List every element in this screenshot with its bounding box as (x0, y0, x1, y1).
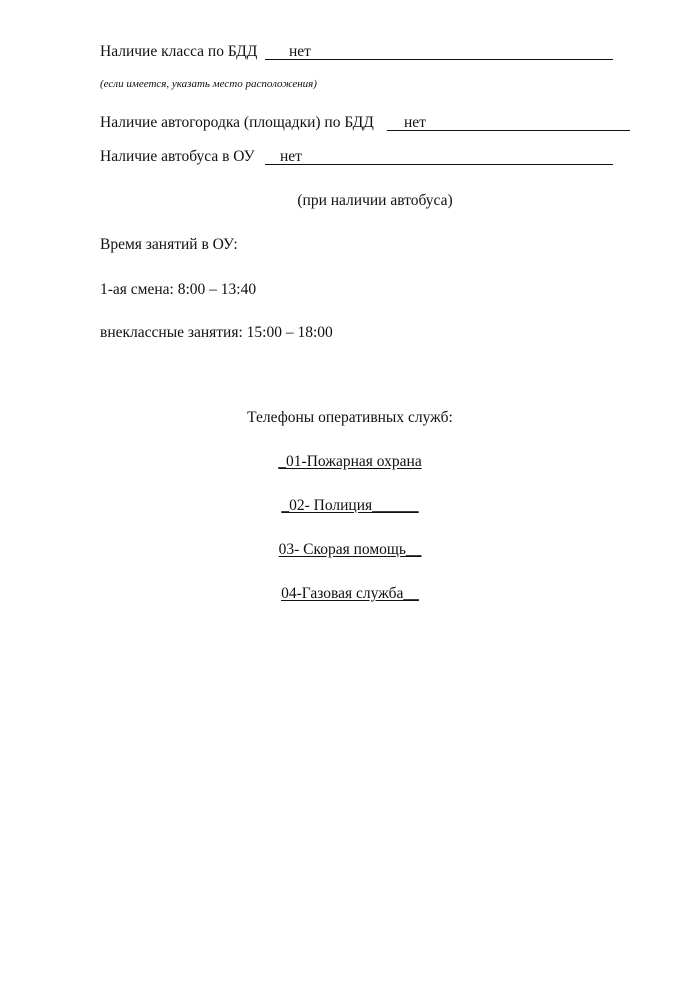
class-bdd-underline (265, 59, 613, 60)
schedule-extra: внеклассные занятия: 15:00 – 18:00 (100, 324, 333, 341)
services-title: Телефоны оперативных служб: (247, 409, 453, 426)
class-bdd-value: нет (289, 43, 311, 60)
service-gas: 04-Газовая служба__ (281, 585, 419, 602)
service-ambulance: 03- Скорая помощь__ (278, 541, 422, 558)
bus-note: (при наличии автобуса) (297, 192, 453, 209)
bus-label: Наличие автобуса в ОУ (100, 148, 255, 165)
bus-value: нет (280, 148, 302, 165)
autotown-value: нет (404, 114, 426, 131)
schedule-shift1: 1-ая смена: 8:00 – 13:40 (100, 281, 257, 298)
schedule-title: Время занятий в ОУ: (100, 236, 238, 253)
class-bdd-label: Наличие класса по БДД (100, 43, 258, 60)
service-police: _02- Полиция______ (281, 497, 419, 514)
class-location-note: (если имеется, указать место расположения) (100, 78, 317, 90)
bus-underline (265, 164, 613, 165)
service-fire: _01-Пожарная охрана (278, 453, 422, 470)
autotown-label: Наличие автогородка (площадки) по БДД (100, 114, 374, 131)
